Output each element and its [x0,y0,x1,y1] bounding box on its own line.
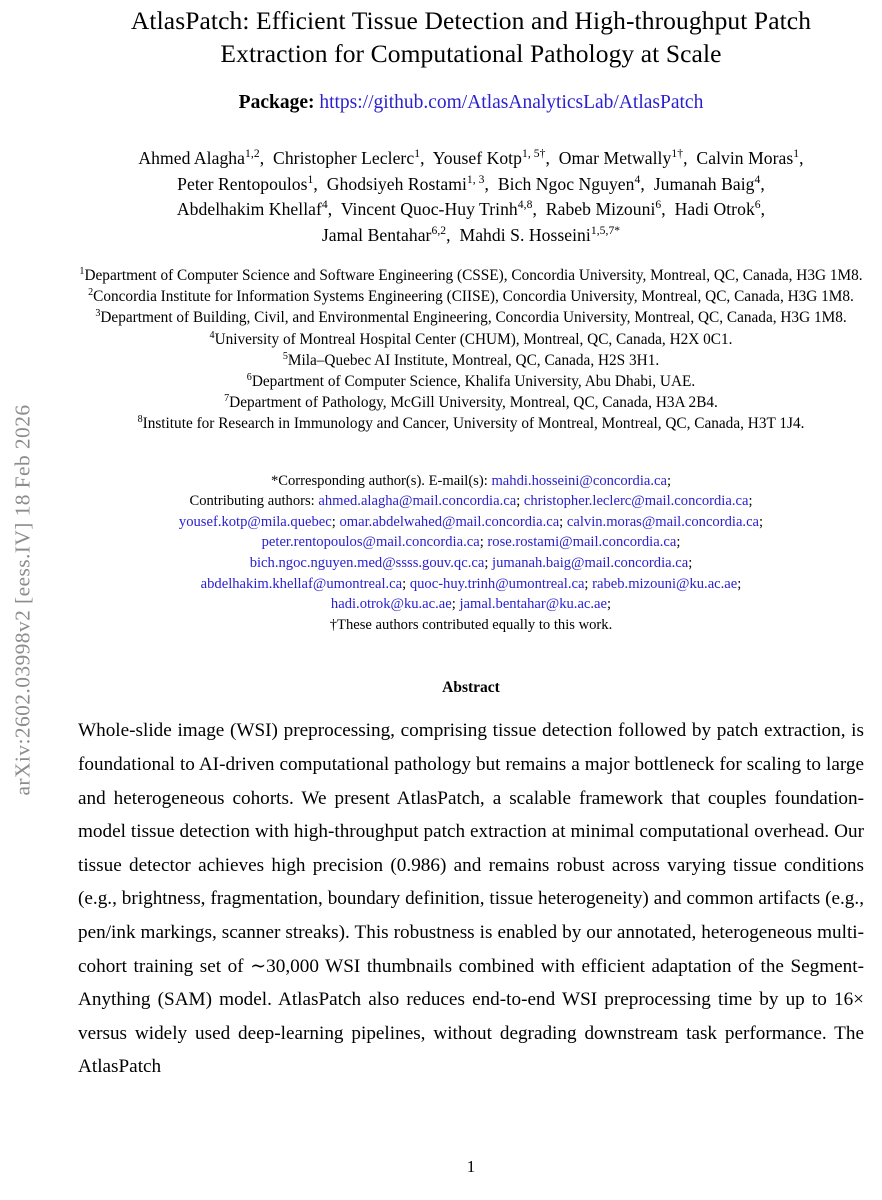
author-name: Hadi Otrok [674,199,755,219]
author-affiliation-marker: 4 [634,172,641,186]
contributing-authors-line-1 [60,491,882,512]
author-affiliation-marker: 6 [754,197,761,211]
author-affiliation-marker: 1,2 [245,146,260,160]
author-affiliation-marker: 1 [307,172,314,186]
author-affiliation-marker: 1 [414,146,421,160]
email-separator: ; [748,493,753,510]
email-link[interactable]: hadi.otrok@ku.ac.ae [330,596,452,613]
email-separator: ; [607,596,612,613]
email-separator: ; [402,575,407,592]
corresponding-author-label: *Corresponding author(s). E-mail(s): [270,472,488,489]
author-name: Mahdi S. Hosseini [459,224,591,245]
email-link[interactable]: jumanah.baig@mail.concordia.ca [492,555,689,571]
contributing-authors-line-3 [60,532,882,553]
package-url-link[interactable]: https://github.com/AtlasAnalyticsLab/AtlasPatch [319,92,704,113]
abstract-heading: Abstract [442,679,500,697]
email-separator: ; [484,555,489,571]
affiliation-marker: 6 [246,371,252,383]
affiliation-list [60,265,882,435]
author-affiliation-marker: 6 [655,197,662,211]
corresponding-author-line [60,471,882,492]
contributing-authors-line-2 [60,512,882,533]
author-affiliation-marker: 4,8 [517,197,533,211]
email-link[interactable]: jamal.bentahar@ku.ac.ae [459,596,608,613]
email-link[interactable]: abdelhakim.khellaf@umontreal.ca [200,575,403,592]
email-separator: ; [331,513,336,530]
affiliation-text: Department of Computer Science and Software Engineering (CSSE), Concordia University, Montreal, QC, Canada, H3G 1M8. [84,267,863,284]
affiliation-text: Concordia Institute for Information Systems Engineering (CIISE), Concordia University, Montreal, QC, Canada, H3G 1M8. [93,288,854,306]
affiliation-text: Department of Building, Civil, and Environmental Engineering, Concordia University, Montreal, QC, Canada, H3G 1M8. [100,309,847,327]
contributing-authors-label: Contributing authors: [189,493,315,510]
author-line-3: Abdelhakim Khellaf$^4$, Vincent Quoc-Huy Trinh$^{4,8}$, Rabeb Mizouni$^6$, Hadi Otrok$^6$, [176,197,766,219]
author-name: Ahmed Alagha [138,148,246,168]
author-line-4: Jamal Bentahar$^{6,2}$, Mahdi S. Hosseini$^{1,5,7*}$ [321,223,621,245]
author-affiliation-marker: 4 [321,197,328,211]
affiliation-marker: 1 [79,265,85,277]
author-affiliation-marker: 1, 5† [521,146,546,160]
email-separator: ; [479,534,484,551]
abstract-paragraph: Whole-slide image (WSI) preprocessing, comprising tissue detection followed by patch extraction, is foundational to AI-driven computational pathology but remains a major bottleneck for scaling to large and heterogeneous cohorts. We present AtlasPatch, a scalable framework that couples foundation-model tissue detection with high-throughput patch extraction at minimal computational overhead. Our tissue detector achieves high precision (0.986) and remains robust across varying tissue conditions (e.g., brightness, fragmentation, boundary definition, tissue heterogeneity) and common artifacts (e.g., pen/ink markings, scanner streaks). This robustness is enabled by our annotated, heterogeneous multi-cohort training set of ∼30,000 WSI thumbnails combined with efficient adaptation of the Segment-Anything (SAM) model. AtlasPatch also reduces end-to-end WSI preprocessing time by up to 16× versus widely used deep-learning pipelines, without degrading downstream task performance. The AtlasPatch [78,720,864,1078]
affiliation-item [60,329,882,350]
affiliation-item [60,392,882,413]
email-separator: ; [688,555,693,571]
author-affiliation-marker: 1,5,7* [590,223,621,237]
affiliation-marker: 4 [209,329,215,341]
affiliation-item [60,371,882,392]
affiliation-marker: 2 [88,286,94,298]
title-line-2: Extraction for Computational Pathology at Scale [220,39,722,68]
contributing-authors-line-5 [60,574,882,595]
email-link[interactable]: bich.ngoc.nguyen.med@ssss.gouv.qc.ca [249,555,485,571]
email-link[interactable]: peter.rentopoulos@mail.concordia.ca [261,534,480,551]
author-name: Bich Ngoc Nguyen [497,173,635,194]
author-name: Christopher Leclerc [273,148,415,168]
author-name: Peter Rentopoulos [177,173,308,194]
author-line-2: Peter Rentopoulos$^1$, Ghodsiyeh Rostami$^{1, 3}$, Bich Ngoc Nguyen$^4$, Jumanah Baig$^4$, [177,172,765,194]
email-separator: ; [759,513,764,530]
arxiv-stamp [0,0,46,1200]
email-separator: ; [584,575,589,592]
author-name: Rabeb Mizouni [545,199,656,219]
author-line-1: Ahmed Alagha$^{1,2}$, Christopher Leclerc$^1$, Yousef Kotp$^{1, 5\dagger}$, Omar Metwally$^{1\dagger}$, Calvin Moras$^1$, [138,146,804,168]
affiliation-text: Department of Pathology, McGill University, Montreal, QC, Canada, H3A 2B4. [229,394,718,412]
author-affiliation-marker: 1† [671,146,684,160]
equal-contribution-note: †These authors contributed equally to this work. [329,616,613,633]
author-name: Ghodsiyeh Rostami [326,173,467,194]
email-separator: ; [559,513,564,530]
affiliation-marker: 5 [282,350,288,362]
affiliation-marker: 7 [224,392,230,404]
affiliation-item [60,265,882,286]
affiliation-item [60,307,882,328]
email-separator: ; [666,472,672,489]
email-link[interactable]: omar.abdelwahed@mail.concordia.ca [339,513,560,530]
email-link[interactable]: ahmed.alagha@mail.concordia.ca [318,493,517,510]
author-affiliation-marker: 1, 3 [466,172,485,186]
correspondence-block [60,471,882,636]
affiliation-text: University of Montreal Hospital Center (CHUM), Montreal, QC, Canada, H2X 0C1. [214,330,733,348]
author-name: Yousef Kotp [432,148,522,168]
author-name: Vincent Quoc-Huy Trinh [340,199,518,219]
affiliation-item [60,350,882,371]
author-name: Abdelhakim Khellaf [176,199,322,219]
author-list [60,146,882,248]
email-separator: ; [451,596,456,613]
email-link[interactable]: calvin.moras@mail.concordia.ca [566,513,760,530]
affiliation-text: Department of Computer Science, Khalifa University, Abu Dhabi, UAE. [251,373,696,391]
title-line-1: AtlasPatch: Efficient Tissue Detection and High-throughput Patch [130,6,812,35]
author-affiliation-marker: 6,2 [431,223,447,237]
affiliation-text: Mila–Quebec AI Institute, Montreal, QC, Canada, H2S 3H1. [287,351,660,369]
page-number: 1 [466,1157,476,1176]
author-affiliation-marker: 1 [793,146,800,160]
author-name: Omar Metwally [558,148,672,168]
affiliation-item [60,413,882,434]
email-link[interactable]: mahdi.hosseini@concordia.ca [491,472,667,489]
author-name: Calvin Moras [696,148,794,168]
package-label: Package: [238,92,315,113]
email-link[interactable]: yousef.kotp@mila.quebec [178,513,332,530]
email-link[interactable]: rabeb.mizouni@ku.ac.ae [592,575,738,592]
affiliation-text: Institute for Research in Immunology and Cancer, University of Montreal, Montreal, QC, Canada, H3T 1J4. [142,415,805,433]
affiliation-marker: 8 [137,414,143,426]
email-link[interactable]: rose.rostami@mail.concordia.ca [487,534,677,551]
email-separator: ; [516,493,521,510]
package-line [60,91,882,115]
email-link[interactable]: quoc-huy.trinh@umontreal.ca [409,575,585,592]
email-separator: ; [676,534,681,551]
page-title [60,0,882,70]
abstract-body [78,714,864,1084]
arxiv-stamp-text: arXiv:2602.03998v2 [eess.IV] 18 Feb 2026 [10,404,35,796]
paper-page [60,0,882,1200]
affiliation-item [60,286,882,307]
author-name: Jamal Bentahar [321,224,432,245]
contributing-authors-line-6 [60,594,882,615]
email-separator: ; [737,575,742,592]
contributing-authors-line-4 [60,553,882,574]
email-link[interactable]: christopher.leclerc@mail.concordia.ca [523,493,749,510]
author-affiliation-marker: 4 [754,172,761,186]
affiliation-marker: 3 [95,308,101,320]
author-name: Jumanah Baig [653,173,755,194]
